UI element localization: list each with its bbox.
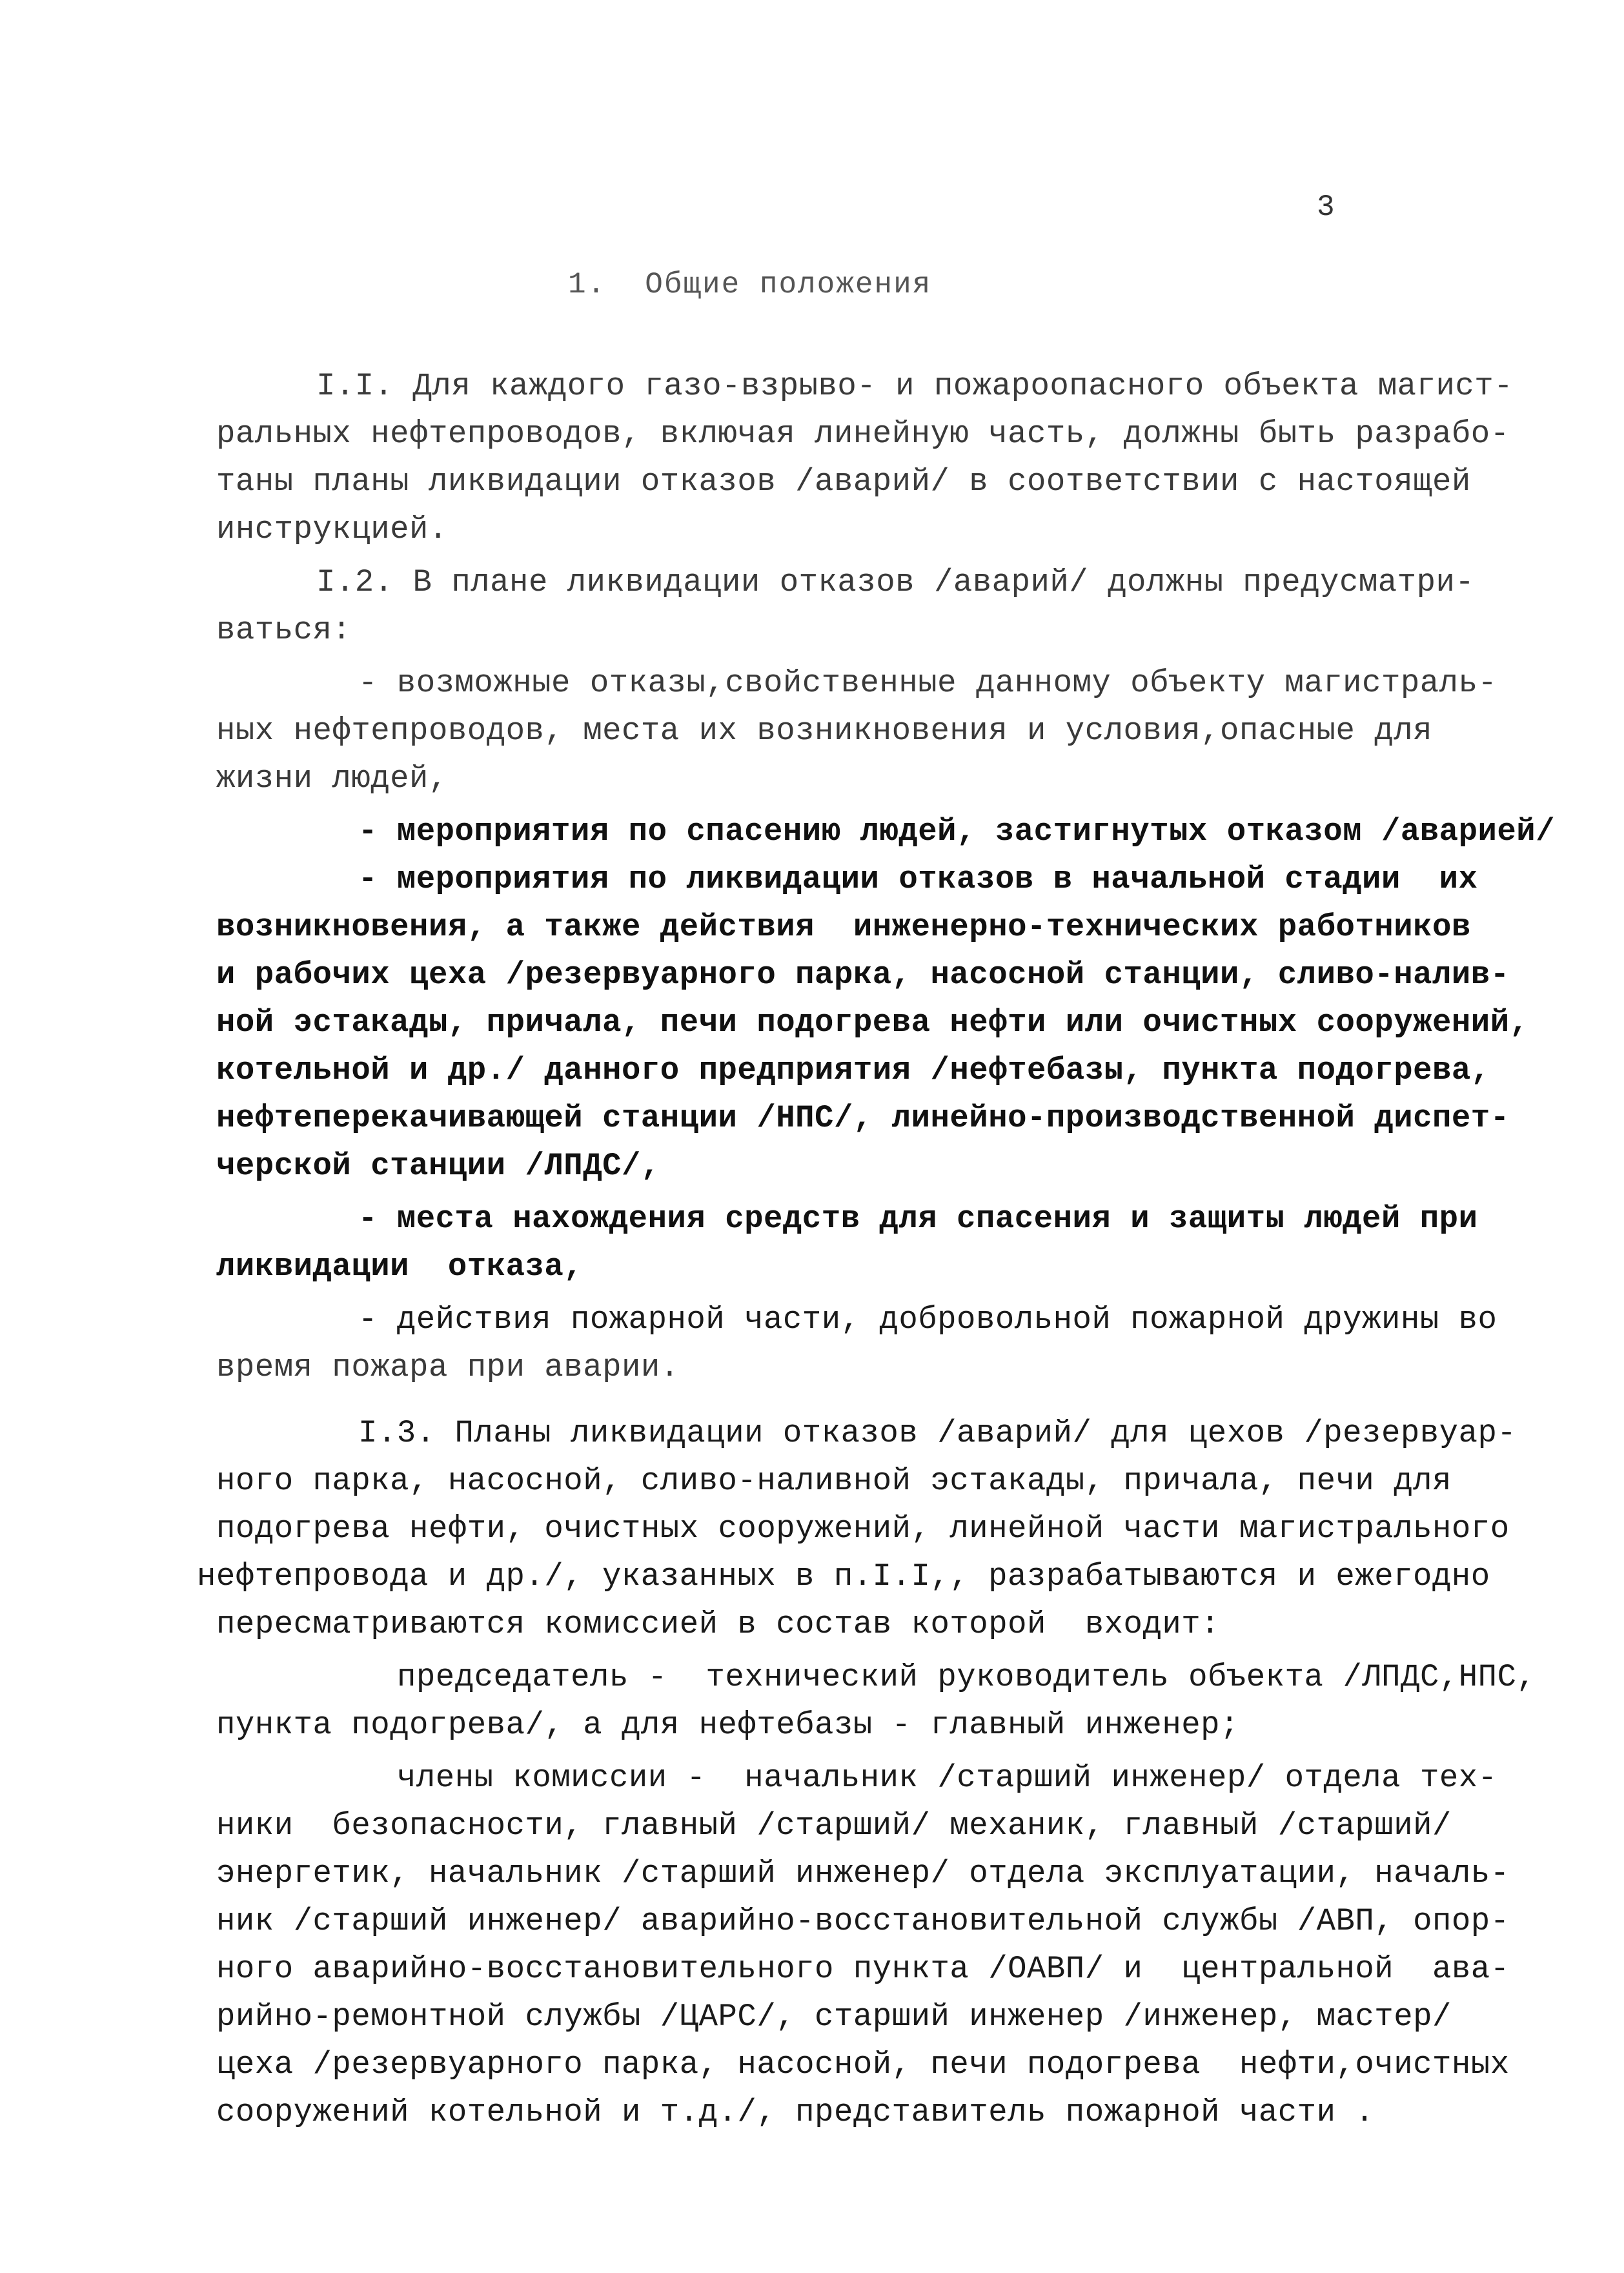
paragraph-line: члены комиссии - начальник /старший инженер/ отдела тех- [397, 1760, 1497, 1796]
paragraph-line: черской станции /ЛПДС/, [216, 1148, 660, 1184]
paragraph-line: пересматриваются комиссией в состав которой входит: [216, 1606, 1221, 1642]
section-title: Общие положения [645, 268, 932, 301]
paragraph-line: председатель - технический руководитель объекта /ЛПДС,НПС, [397, 1659, 1536, 1695]
paragraph-line: сооружений котельной и т.д./, представитель пожарной части . [216, 2094, 1375, 2130]
paragraph-line: - возможные отказы,свойственные данному объекту магистраль- [358, 665, 1497, 701]
paragraph-line: ного аварийно-восстановительного пункта /ОАВП/ и центральной ава- [216, 1951, 1510, 1987]
paragraph-line: котельной и др./ данного предприятия /нефтебазы, пункта подогрева, [216, 1052, 1490, 1088]
paragraph-line: - действия пожарной части, добровольной пожарной дружины во [358, 1301, 1497, 1338]
paragraph-line: таны планы ликвидации отказов /аварий/ в соответствии с настоящей [216, 464, 1471, 500]
paragraph-line: ники безопасности, главный /старший/ механик, главный /старший/ [216, 1808, 1452, 1844]
paragraph-line: - мероприятия по спасению людей, застигнутых отказом /аварией/ [358, 813, 1556, 850]
paragraph-line: нефтеперекачивающей станции /НПС/, линейно-производственной диспет- [216, 1100, 1510, 1136]
paragraph-line: жизни людей, [216, 760, 448, 797]
paragraph-line: ральных нефтепроводов, включая линейную часть, должны быть разрабо- [216, 416, 1510, 452]
paragraph-line: подогрева нефти, очистных сооружений, линейной части магистрального [216, 1511, 1510, 1547]
paragraph-line: I.I. Для каждого газо-взрыво- и пожароопасного объекта магист- [316, 368, 1514, 404]
page-number: 3 [1317, 190, 1335, 224]
paragraph-line: цеха /резервуарного парка, насосной, печи подогрева нефти,очистных [216, 2046, 1510, 2083]
section-heading [568, 268, 931, 301]
paragraph-line: ного парка, насосной, сливо-наливной эстакады, причала, печи для [216, 1463, 1452, 1499]
paragraph-line: время пожара при аварии. [216, 1349, 680, 1385]
paragraph-line: I.2. В плане ликвидации отказов /аварий/ должны предусматри- [316, 564, 1475, 600]
paragraph-line: нефтепровода и др./, указанных в п.I.I,, разрабатываются и ежегодно [197, 1558, 1490, 1595]
paragraph-line: - мероприятия по ликвидации отказов в начальной стадии их [358, 861, 1478, 897]
paragraph-line: энергетик, начальник /старший инженер/ отдела эксплуатации, началь- [216, 1855, 1510, 1891]
paragraph-line: I.3. Планы ликвидации отказов /аварий/ для цехов /резервуар- [358, 1415, 1517, 1451]
paragraph-line: рийно-ремонтной службы /ЦАРС/, старший инженер /инженер, мастер/ [216, 1999, 1452, 2035]
paragraph-line: ник /старший инженер/ аварийно-восстановительной службы /АВП, опор- [216, 1903, 1510, 1939]
paragraph-line: ной эстакады, причала, печи подогрева нефти или очистных сооружений, [216, 1004, 1529, 1041]
paragraph-line: ных нефтепроводов, места их возникновения и условия,опасные для [216, 713, 1433, 749]
paragraph-line: ликвидации отказа, [216, 1249, 584, 1285]
paragraph-line: инструкцией. [216, 511, 448, 547]
section-number: 1. [568, 268, 607, 301]
paragraph-line: пункта подогрева/, а для нефтебазы - главный инженер; [216, 1707, 1239, 1743]
paragraph-line: возникновения, а также действия инженерно-технических работников [216, 909, 1471, 945]
paragraph-line: ваться: [216, 612, 352, 648]
paragraph-line: - места нахождения средств для спасения и защиты людей при [358, 1201, 1478, 1237]
paragraph-line: и рабочих цеха /резервуарного парка, насосной станции, сливо-налив- [216, 957, 1510, 993]
